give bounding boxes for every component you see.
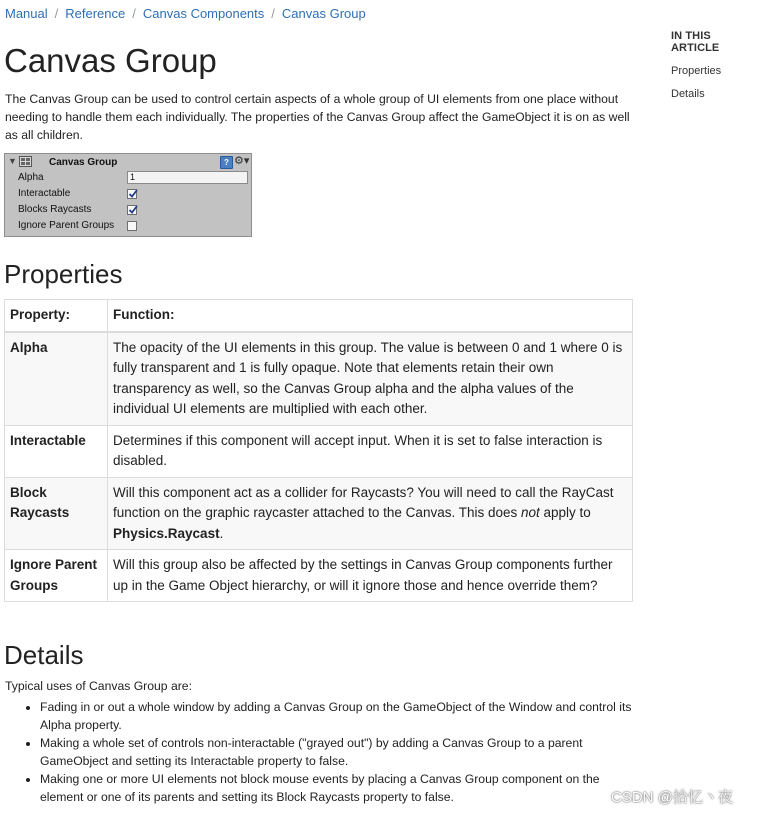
properties-heading: Properties: [4, 259, 123, 289]
table-row: [5, 332, 633, 426]
interactable-checkbox: [127, 189, 137, 199]
function-text: .: [219, 525, 224, 541]
toc-heading: IN THIS ARTICLE: [671, 30, 720, 54]
list-item: • Fading in or out a whole window by adding a Canvas Group on the GameObject of the Window and control its Alpha property.: [40, 698, 635, 734]
component-name: Canvas Group: [49, 157, 118, 168]
column-header-property: Property:: [5, 300, 108, 332]
property-function: Determines if this component will accept input. When it is set to false interaction is disabled.: [108, 425, 633, 477]
alpha-field: 1: [127, 171, 248, 184]
alpha-label: Alpha: [18, 172, 44, 183]
list-item: • Making one or more UI elements not block mouse events by placing a Canvas Group component on the element or one of its parents and setting its Block Raycasts property to false.: [40, 770, 635, 806]
breadcrumb: [5, 6, 366, 21]
watermark: CSDN @拾忆丶夜: [611, 789, 733, 806]
interactable-label: Interactable: [18, 188, 71, 199]
column-header-function: Function:: [108, 300, 633, 332]
property-function: Will this group also be affected by the settings in Canvas Group components further up in the Game Object hierarchy, or will it ignore those and hence override them?: [108, 550, 633, 602]
breadcrumb-link-manual[interactable]: Manual: [5, 6, 48, 21]
collapse-triangle-icon: ▼: [8, 156, 17, 166]
property-name: Block Raycasts: [5, 477, 108, 550]
property-name: Alpha: [5, 332, 108, 426]
property-function: [108, 477, 633, 550]
inspector-header: [5, 154, 251, 170]
gear-icon: ⚙▾: [234, 155, 250, 167]
page-title: Canvas Group: [4, 42, 217, 79]
ignore-parent-groups-checkbox: [127, 221, 137, 231]
breadcrumb-link-reference[interactable]: Reference: [65, 6, 126, 21]
table-row: [5, 550, 633, 602]
checkmark-icon: [128, 205, 138, 215]
property-name: Ignore Parent Groups: [5, 550, 108, 602]
table-row: [5, 425, 633, 477]
breadcrumb-separator: /: [271, 6, 275, 21]
function-text: Will this component act as a collider for Raycasts? You will need to call the RayCast function on the graphic raycaster attached to the Canvas. This does: [113, 484, 614, 520]
table-row: [5, 477, 633, 550]
help-icon: ?: [220, 156, 233, 169]
function-strong: Physics.Raycast: [113, 525, 220, 541]
blocks-raycasts-label: Blocks Raycasts: [18, 204, 92, 215]
uses-list: [0, 698, 635, 806]
property-function: The opacity of the UI elements in this group. The value is between 0 and 1 where 0 is fully transparent and 1 is fully opaque. Note that elements retain their own transparency as well, so the Canvas Group alpha and the alpha values of the individual UI elements are multiplied with each other.: [108, 332, 633, 426]
breadcrumb-link-canvas-components[interactable]: Canvas Components: [142, 6, 265, 21]
properties-table: [4, 299, 633, 602]
breadcrumb-separator: /: [54, 6, 59, 21]
toc-link-details[interactable]: Details: [671, 88, 705, 100]
checkmark-icon: [128, 189, 138, 199]
property-name: Interactable: [5, 425, 108, 477]
ignore-parent-groups-label: Ignore Parent Groups: [18, 220, 115, 231]
inspector-screenshot: [4, 153, 252, 237]
details-intro: Typical uses of Canvas Group are:: [5, 679, 192, 693]
in-this-article: [671, 30, 761, 100]
details-heading: Details: [4, 640, 84, 670]
blocks-raycasts-checkbox: [127, 205, 137, 215]
list-item: • Making a whole set of controls non-interactable ("grayed out") by adding a Canvas Group to a parent GameObject and setting its Interactable property to false.: [40, 734, 635, 770]
intro-paragraph: The Canvas Group can be used to control certain aspects of a whole group of UI elements from one place without needing to handle them each individually. The properties of the Canvas Group affect the GameObject it is on as well as all children.: [5, 92, 630, 142]
breadcrumb-link-canvas-group[interactable]: Canvas Group: [281, 6, 366, 21]
breadcrumb-separator: /: [132, 6, 136, 21]
function-emphasis: not: [521, 505, 540, 520]
table-header-row: [5, 300, 633, 332]
toc-link-properties[interactable]: Properties: [671, 65, 722, 77]
canvas-group-icon: [19, 156, 32, 167]
function-text: apply to: [539, 505, 591, 520]
